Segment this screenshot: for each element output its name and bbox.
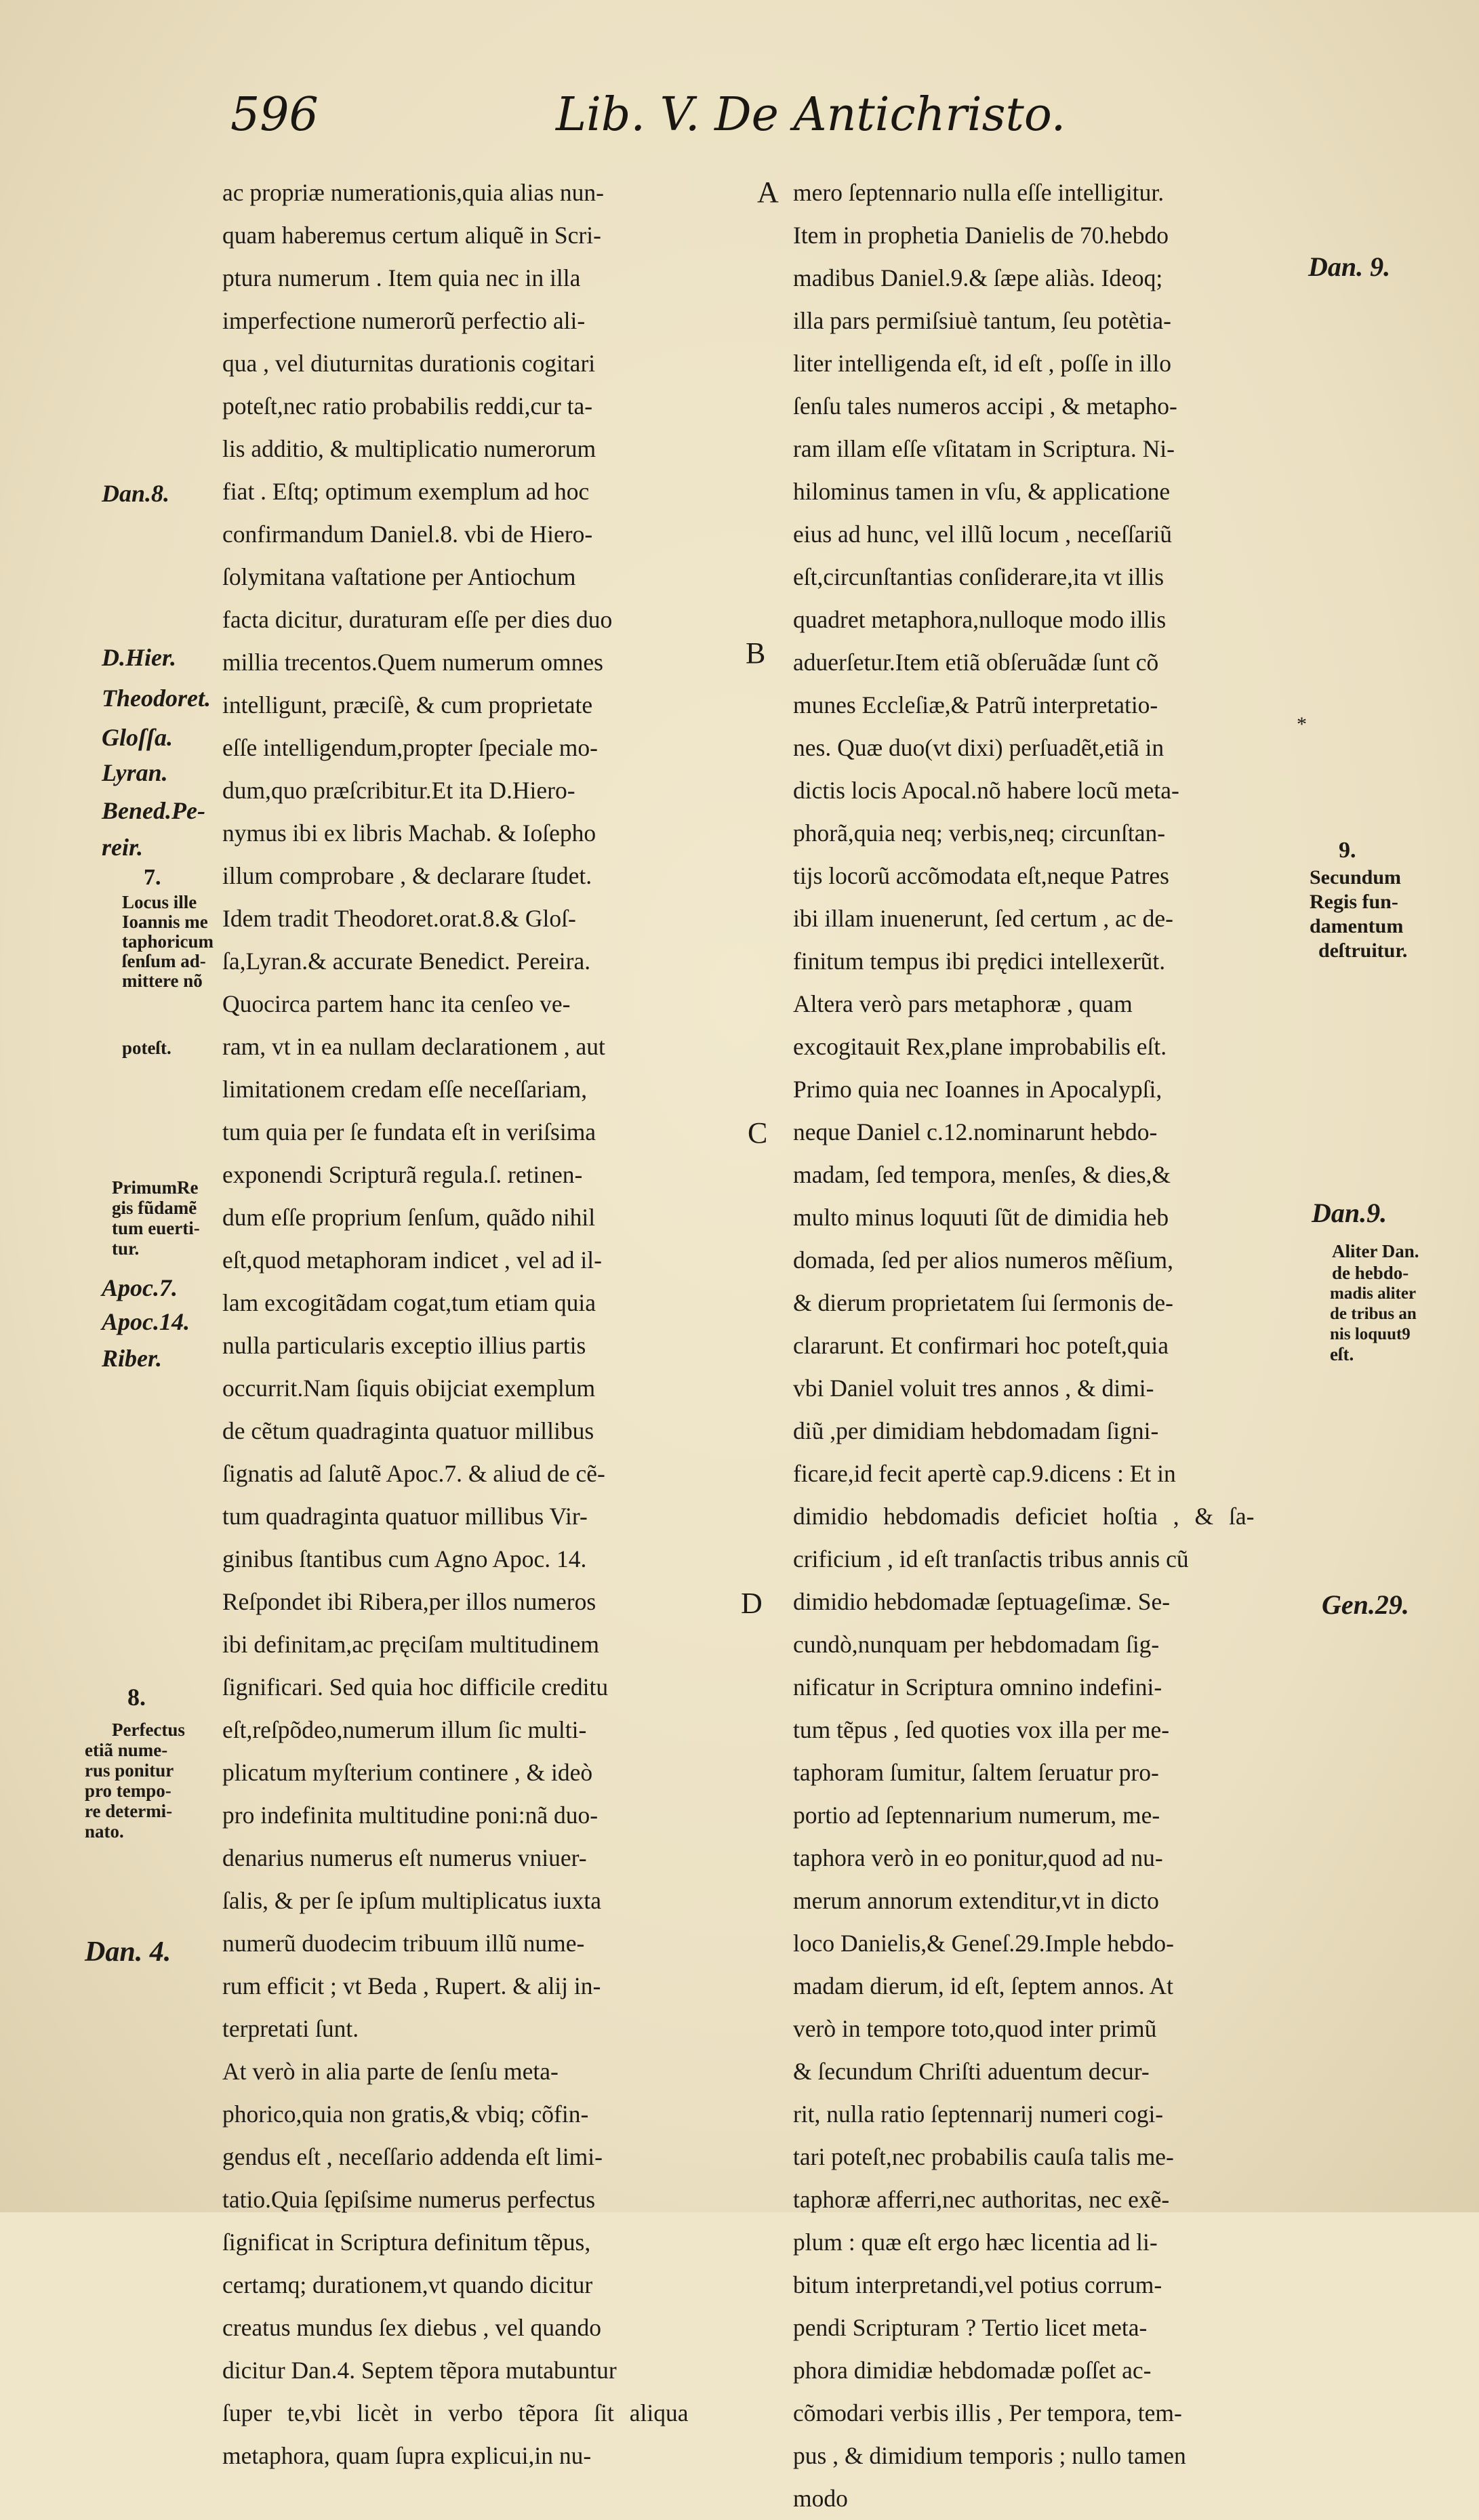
- text-line: ſa,Lyran.& accurate Benedict. Pereira.: [222, 948, 591, 975]
- text-line: de cẽtum quadraginta quatuor millibus: [222, 1417, 594, 1444]
- text-line: aduerſetur.Item etiã obſeruãdæ ſunt cõ: [793, 649, 1159, 676]
- text-line: ſuper te,vbi licèt in verbo tẽpora ſit aliqua: [222, 2399, 689, 2426]
- text-line: certamq; durationem,vt quando dicitur: [222, 2271, 593, 2298]
- text-line: tum tẽpus , ſed quoties vox illa per me-: [793, 1716, 1170, 1743]
- text-line: hilominus tamen in vſu, & applicatione: [793, 478, 1171, 505]
- text-line: taphora verò in eo ponitur,quod ad nu-: [793, 1844, 1163, 1871]
- margin-note-right: 9.: [1339, 838, 1356, 863]
- text-line: clararunt. Et confirmari hoc poteſt,quia: [793, 1332, 1169, 1359]
- margin-note-left: Bened.Pe-: [102, 797, 205, 824]
- text-line: & ſecundum Chriſti aduentum decur-: [793, 2058, 1150, 2085]
- text-line: rum efficit ; vt Beda , Rupert. & alij in-: [222, 1972, 601, 1999]
- margin-note-left: Gloſſa.: [102, 724, 173, 751]
- section-letter-d: D: [741, 1587, 763, 1620]
- margin-note-left: re determi-: [85, 1801, 173, 1821]
- text-line: intelligunt, præciſè, & cum proprietate: [222, 691, 593, 718]
- text-line: tum quia per ſe fundata eſt in veriſsima: [222, 1118, 596, 1145]
- margin-note-left: reir.: [102, 834, 144, 861]
- text-line: numerũ duodecim tribuum illũ nume-: [222, 1930, 585, 1957]
- text-line: lis additio, & multiplicatio numerorum: [222, 435, 596, 462]
- margin-note-left: Riber.: [102, 1345, 163, 1372]
- text-line: imperfectione numerorũ perfectio ali-: [222, 307, 586, 334]
- margin-note-left: mittere nõ: [122, 971, 203, 991]
- text-line: ſignatis ad ſalutẽ Apoc.7. & aliud de cẽ-: [222, 1460, 605, 1487]
- text-line: diũ ,per dimidiam hebdomadam ſigni-: [793, 1417, 1159, 1444]
- margin-note-right: Secundum: [1310, 866, 1402, 889]
- text-line: eſt,reſpõdeo,numerum illum ſic multi-: [222, 1716, 587, 1743]
- running-head: Lib. V. De Antichristo.: [556, 88, 1066, 142]
- margin-note-right: de hebdo-: [1332, 1263, 1409, 1283]
- text-line: eſſe intelligendum,propter ſpeciale mo-: [222, 734, 598, 761]
- text-line: quadret metaphora,nulloque modo illis: [793, 606, 1167, 633]
- text-line: exponendi Scripturã regula.ſ. retinen-: [222, 1161, 583, 1188]
- text-line: gendus eſt , neceſſario addenda eſt limi-: [222, 2143, 603, 2170]
- text-line: qua , vel diuturnitas durationis cogitari: [222, 350, 596, 377]
- page-number: 596: [230, 88, 319, 142]
- margin-note-left: Perfectus: [112, 1720, 185, 1740]
- margin-note-left: Ioannis me: [122, 912, 208, 932]
- text-line: illum comprobare , & declarare ſtudet.: [222, 862, 592, 889]
- text-line: dimidio hebdomadæ ſeptuageſimæ. Se-: [793, 1588, 1171, 1615]
- margin-note-right: deſtruitur.: [1318, 939, 1408, 962]
- text-line: portio ad ſeptennarium numerum, me-: [793, 1802, 1160, 1829]
- margin-note-right: Dan. 9.: [1308, 251, 1391, 282]
- margin-note-left: Dan.8.: [102, 480, 170, 507]
- text-line: eſt,quod metaphoram indicet , vel ad il-: [222, 1246, 602, 1274]
- text-line: Reſpondet ibi Ribera,per illos numeros: [222, 1588, 596, 1615]
- text-line: & dierum proprietatem ſui ſermonis de-: [793, 1289, 1173, 1316]
- text-line: bitum interpretandi,vel potius corrum-: [793, 2271, 1162, 2298]
- margin-note-left: Dan. 4.: [85, 1936, 171, 1968]
- text-line: quam haberemus certum aliquẽ in Scri-: [222, 222, 601, 249]
- text-line: Item in prophetia Danielis de 70.hebdo: [793, 222, 1169, 249]
- margin-note-left: rus ponitur: [85, 1760, 174, 1781]
- text-line: vbi Daniel voluit tres annos , & dimi-: [793, 1375, 1154, 1402]
- margin-note-left: poteſt.: [122, 1038, 171, 1058]
- text-line: merum annorum extenditur,vt in dicto: [793, 1887, 1159, 1914]
- margin-note-left: Apoc.14.: [102, 1308, 190, 1335]
- text-line: madibus Daniel.9.& ſæpe aliàs. Ideoq;: [793, 264, 1163, 291]
- text-line: ac propriæ numerationis,quia alias nun-: [222, 179, 604, 206]
- text-line: millia trecentos.Quem numerum omnes: [222, 649, 603, 676]
- margin-note-left: tur.: [112, 1238, 140, 1259]
- text-line: dum,quo præſcribitur.Et ita D.Hiero-: [222, 777, 575, 804]
- text-line: occurrit.Nam ſiquis obijciat exemplum: [222, 1375, 596, 1402]
- margin-note-left: tum euerti-: [112, 1218, 200, 1238]
- text-line: pro indefinita multitudine poni:nã duo-: [222, 1802, 599, 1829]
- text-column-left: [222, 171, 721, 2477]
- text-line: loco Danielis,& Geneſ.29.Imple hebdo-: [793, 1930, 1174, 1957]
- text-line: denarius numerus eſt numerus vniuer-: [222, 1844, 587, 1871]
- text-line: ficare,id fecit apertè cap.9.dicens : Et in: [793, 1460, 1176, 1487]
- margin-note-left: Apoc.7.: [102, 1274, 178, 1301]
- text-line: facta dicitur, duraturam eſſe per dies duo: [222, 606, 613, 633]
- text-line: neque Daniel c.12.nominarunt hebdo-: [793, 1118, 1158, 1145]
- text-line: creatus mundus ſex diebus , vel quando: [222, 2314, 602, 2341]
- text-line: ſenſu tales numeros accipi , & metapho-: [793, 392, 1177, 420]
- text-line: nificatur in Scriptura omnino indefini-: [793, 1673, 1162, 1701]
- text-line: Altera verò pars metaphoræ , quam: [793, 990, 1133, 1017]
- text-line: phora dimidiæ hebdomadæ poſſet ac-: [793, 2357, 1152, 2384]
- text-line: nymus ibi ex libris Machab. & Ioſepho: [222, 819, 596, 847]
- text-line: munes Eccleſiæ,& Patrũ interpretatio-: [793, 691, 1158, 718]
- text-line: ſignificat in Scriptura definitum tẽpus,: [222, 2229, 591, 2256]
- margin-note-left: Lyran.: [102, 759, 168, 786]
- text-line: tari poteſt,nec probabilis cauſa talis me-: [793, 2143, 1174, 2170]
- margin-note-right: Aliter Dan.: [1332, 1241, 1419, 1261]
- text-line: pus , & dimidium temporis ; nullo tamen: [793, 2442, 1186, 2469]
- text-line: phorã,quia neq; verbis,neq; circunſtan-: [793, 819, 1166, 847]
- text-line: Quocirca partem hanc ita cenſeo ve-: [222, 990, 571, 1017]
- text-line: excogitauit Rex,plane improbabilis eſt.: [793, 1033, 1167, 1060]
- text-line: Idem tradit Theodoret.orat.8.& Gloſ-: [222, 905, 576, 932]
- text-line: multo minus loquuti ſũt de dimidia heb: [793, 1204, 1169, 1231]
- margin-note-right: damentum: [1310, 915, 1404, 937]
- text-line: taphoræ afferri,nec authoritas, nec exẽ-: [793, 2186, 1170, 2213]
- text-line: ptura numerum . Item quia nec in illa: [222, 264, 581, 291]
- margin-note-left: taphoricum: [122, 931, 214, 952]
- text-line: verò in tempore toto,quod inter primũ: [793, 2015, 1157, 2042]
- margin-note-left: gis fũdamẽ: [112, 1198, 197, 1218]
- text-line: tum quadraginta quatuor millibus Vir-: [222, 1503, 588, 1530]
- text-column-right: [793, 171, 1291, 2520]
- text-line: modo: [793, 2485, 848, 2512]
- text-line: ſalis, & per ſe ipſum multiplicatus iuxta: [222, 1887, 602, 1914]
- text-line: At verò in alia parte de ſenſu meta-: [222, 2058, 559, 2085]
- text-line: mero ſeptennario nulla eſſe intelligitur.: [793, 179, 1164, 206]
- text-line: illa pars permiſsiuè tantum, ſeu potètia-: [793, 307, 1171, 334]
- text-line: confirmandum Daniel.8. vbi de Hiero-: [222, 521, 593, 548]
- margin-note-left: ſenſum ad-: [122, 951, 206, 971]
- margin-note-left: 8.: [127, 1684, 146, 1711]
- section-letter-c: C: [748, 1116, 768, 1150]
- text-line: lam excogitãdam cogat,tum etiam quia: [222, 1289, 596, 1316]
- text-line: madam, ſed tempora, menſes, & dies,&: [793, 1161, 1171, 1188]
- text-line: plicatum myſterium continere , & ideò: [222, 1759, 593, 1786]
- margin-note-left: etiã nume-: [85, 1740, 168, 1760]
- text-line: taphoram ſumitur, ſaltem ſeruatur pro-: [793, 1759, 1159, 1786]
- text-line: pendi Scripturam ? Tertio licet meta-: [793, 2314, 1148, 2341]
- margin-note-left: nato.: [85, 1821, 124, 1842]
- text-line: tijs locorũ accõmodata eſt,neque Patres: [793, 862, 1169, 889]
- page-header: [230, 81, 1268, 149]
- margin-note-right: nis loquut9: [1330, 1325, 1411, 1343]
- margin-note-right: madis aliter: [1330, 1284, 1417, 1303]
- margin-note-left: Locus ille: [122, 892, 197, 912]
- text-line: cõmodari verbis illis , Per tempora, tem-: [793, 2399, 1182, 2426]
- text-line: nes. Quæ duo(vt dixi) perſuadẽt,etiã in: [793, 734, 1164, 761]
- text-line: ſignificari. Sed quia hoc difficile creditu: [222, 1673, 609, 1701]
- text-line: terpretati ſunt.: [222, 2015, 359, 2042]
- text-line: ginibus ſtantibus cum Agno Apoc. 14.: [222, 1545, 587, 1572]
- margin-note-left: pro tempo-: [85, 1781, 171, 1801]
- margin-note-right: eſt.: [1330, 1344, 1354, 1364]
- text-line: dum eſſe proprium ſenſum, quãdo nihil: [222, 1204, 596, 1231]
- text-line: Primo quia nec Ioannes in Apocalypſi,: [793, 1076, 1162, 1103]
- text-line: dicitur Dan.4. Septem tẽpora mutabuntur: [222, 2357, 617, 2384]
- text-line: plum : quæ eſt ergo hæc licentia ad li-: [793, 2229, 1158, 2256]
- margin-note-right: Dan.9.: [1312, 1198, 1387, 1228]
- margin-note-right: Regis fun-: [1310, 891, 1398, 913]
- section-letter-a: A: [757, 176, 779, 209]
- text-line: poteſt,nec ratio probabilis reddi,cur ta-: [222, 392, 593, 420]
- section-letter-b: B: [746, 636, 766, 670]
- text-line: fiat . Eſtq; optimum exemplum ad hoc: [222, 478, 590, 505]
- margin-note-left: 7.: [144, 865, 161, 890]
- text-line: limitationem credam eſſe neceſſariam,: [222, 1076, 588, 1103]
- text-line: dictis locis Apocal.nõ habere locũ meta-: [793, 777, 1179, 804]
- text-line: eſt,circunſtantias conſiderare,ita vt illis: [793, 563, 1164, 590]
- text-line: tatio.Quia ſępiſsime numerus perfectus: [222, 2186, 596, 2213]
- text-line: ſolymitana vaſtatione per Antiochum: [222, 563, 576, 590]
- text-line: ram, vt in ea nullam declarationem , aut: [222, 1033, 605, 1060]
- text-line: nulla particularis exceptio illius partis: [222, 1332, 586, 1359]
- asterisk-mark: *: [1297, 713, 1307, 735]
- text-line: eius ad hunc, vel illũ locum , neceſſariũ: [793, 521, 1172, 548]
- text-line: crificium , id eſt tranſactis tribus annis cũ: [793, 1545, 1189, 1572]
- text-line: metaphora, quam ſupra explicui,in nu-: [222, 2442, 592, 2469]
- text-line: madam dierum, id eſt, ſeptem annos. At: [793, 1972, 1173, 1999]
- text-line: rit, nulla ratio ſeptennarij numeri cogi-: [793, 2100, 1164, 2128]
- text-line: domada, ſed per alios numeros mẽſium,: [793, 1246, 1173, 1274]
- text-line: phorico,quia non gratis,& vbiq; cõfin-: [222, 2100, 589, 2128]
- margin-note-left: D.Hier.: [102, 644, 177, 671]
- margin-note-left: PrimumRe: [112, 1177, 199, 1198]
- text-line: cundò,nunquam per hebdomadam ſig-: [793, 1631, 1160, 1658]
- margin-note-right: Gen.29.: [1322, 1589, 1409, 1620]
- text-line: dimidio hebdomadis deficiet hoſtia , & ſa-: [793, 1503, 1255, 1530]
- text-line: ibi definitam,ac pręciſam multitudinem: [222, 1631, 600, 1658]
- text-line: ibi illam inuenerunt, ſed certum , ac de-: [793, 905, 1173, 932]
- text-line: liter intelligenda eſt, id eſt , poſſe in illo: [793, 350, 1172, 377]
- text-line: finitum tempus ibi prędici intellexerũt.: [793, 948, 1166, 975]
- text-line: ram illam eſſe vſitatam in Scriptura. Ni-: [793, 435, 1175, 462]
- margin-note-left: Theodoret.: [102, 685, 211, 712]
- margin-note-right: de tribus an: [1330, 1305, 1417, 1323]
